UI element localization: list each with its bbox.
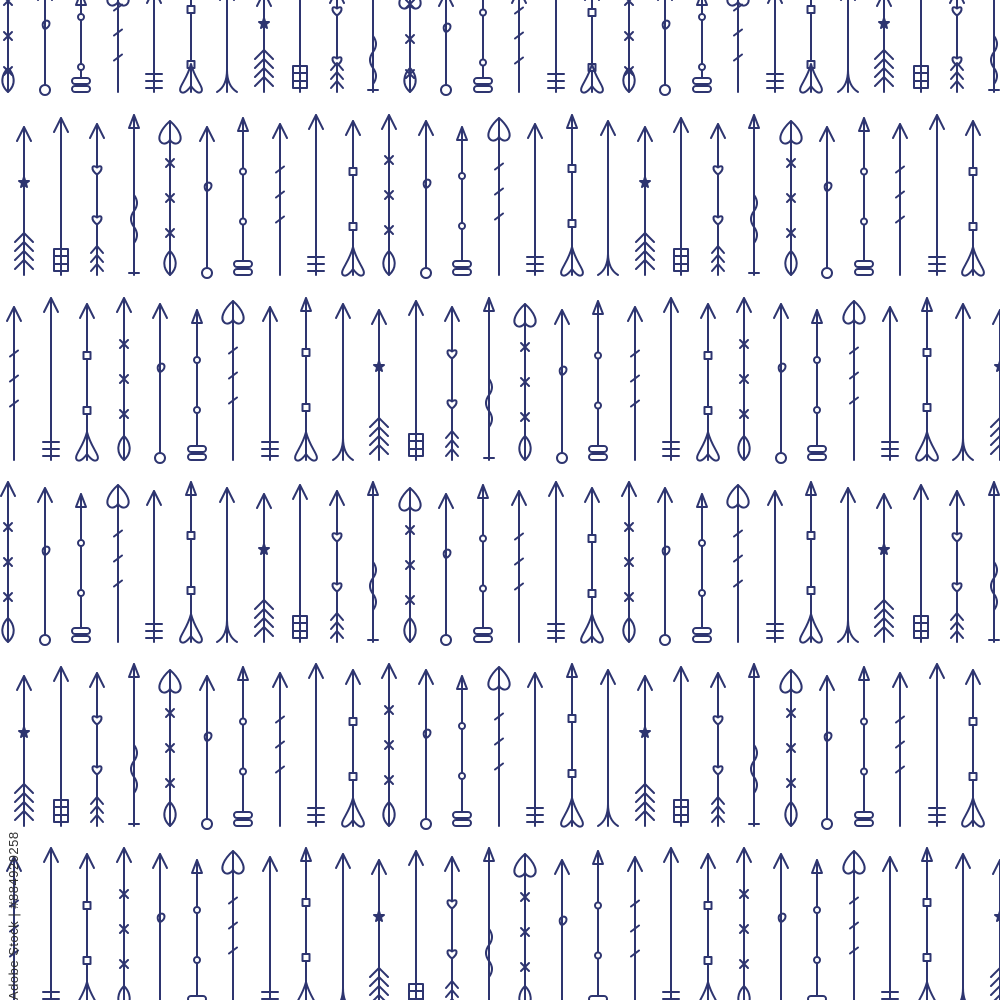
arrow-icon bbox=[914, 485, 928, 642]
arrow-icon bbox=[72, 494, 90, 642]
arrow-icon bbox=[370, 310, 388, 460]
arrow-icon bbox=[308, 664, 324, 826]
arrow-icon bbox=[916, 848, 938, 1000]
arrow-icon bbox=[333, 854, 353, 1000]
arrow-icon bbox=[146, 491, 162, 642]
arrow-icon bbox=[628, 307, 642, 460]
arrow-icon bbox=[262, 307, 278, 460]
arrow-icon bbox=[882, 307, 898, 460]
arrow-icon bbox=[200, 127, 214, 278]
arrow-icon bbox=[548, 0, 564, 92]
arrow-icon bbox=[820, 676, 834, 829]
arrow-icon bbox=[234, 667, 252, 826]
arrow-icon bbox=[843, 301, 864, 460]
arrow-icon bbox=[674, 118, 688, 275]
arrow-icon bbox=[180, 0, 202, 93]
arrow-icon bbox=[54, 118, 68, 275]
arrow-icon bbox=[382, 664, 396, 826]
arrow-icon bbox=[800, 0, 822, 93]
arrow-icon bbox=[188, 310, 206, 460]
arrow-icon bbox=[273, 124, 287, 275]
arrow-icon bbox=[488, 667, 509, 826]
arrow-icon bbox=[711, 124, 725, 275]
arrow-icon bbox=[90, 673, 104, 826]
arrow-icon bbox=[893, 673, 907, 826]
arrow-icon bbox=[693, 494, 711, 642]
arrow-icon bbox=[399, 0, 420, 92]
arrow-icon bbox=[488, 118, 509, 275]
arrow-icon bbox=[581, 488, 603, 643]
arrow-icon bbox=[153, 304, 167, 463]
arrow-icon bbox=[780, 670, 801, 826]
arrow-icon bbox=[737, 848, 751, 1000]
arrow-icon bbox=[76, 854, 98, 1000]
arrow-icon bbox=[439, 0, 453, 95]
arrow-icon bbox=[234, 118, 252, 275]
arrow-icon bbox=[622, 482, 636, 642]
arrow-pattern-strokes bbox=[1, 0, 1000, 1000]
arrow-icon bbox=[991, 310, 1000, 460]
arrow-icon bbox=[589, 301, 607, 460]
arrow-icon bbox=[72, 0, 90, 92]
arrow-icon bbox=[368, 0, 378, 92]
arrow-icon bbox=[153, 854, 167, 1000]
stock-id-watermark: Adobe Stock | #884929258 bbox=[6, 831, 21, 1000]
arrow-icon bbox=[800, 482, 822, 643]
arrow-icon bbox=[117, 848, 131, 1000]
arrow-icon bbox=[295, 848, 317, 1000]
arrow-icon bbox=[382, 115, 396, 275]
arrow-icon bbox=[217, 0, 237, 92]
arrow-icon bbox=[658, 0, 672, 95]
arrow-icon bbox=[693, 0, 711, 92]
arrow-icon bbox=[674, 667, 688, 826]
arrow-icon bbox=[43, 848, 59, 1000]
arrow-icon bbox=[453, 676, 471, 826]
arrow-icon bbox=[188, 860, 206, 1000]
arrow-icon bbox=[929, 115, 945, 275]
arrow-icon bbox=[697, 854, 719, 1000]
arrow-icon bbox=[159, 121, 180, 275]
arrow-icon bbox=[950, 0, 964, 92]
arrow-icon bbox=[820, 127, 834, 278]
arrow-icon bbox=[129, 664, 139, 826]
arrow-icon bbox=[295, 298, 317, 461]
arrow-icon bbox=[838, 0, 858, 92]
arrow-icon bbox=[628, 857, 642, 1000]
arrow-icon bbox=[15, 676, 33, 826]
arrow-icon bbox=[697, 304, 719, 461]
arrow-icon bbox=[711, 673, 725, 826]
arrow-icon bbox=[1, 482, 15, 642]
arrow-icon bbox=[107, 0, 128, 92]
arrow-icon bbox=[255, 0, 273, 92]
arrow-icon bbox=[548, 482, 564, 642]
arrow-icon bbox=[342, 121, 364, 276]
arrow-icon bbox=[342, 670, 364, 827]
arrow-icon bbox=[38, 488, 52, 645]
arrow-icon bbox=[273, 673, 287, 826]
arrow-icon bbox=[774, 304, 788, 463]
arrow-icon bbox=[484, 848, 494, 1000]
arrow-icon bbox=[527, 673, 543, 826]
arrow-icon bbox=[107, 485, 128, 642]
arrow-icon bbox=[663, 848, 679, 1000]
arrow-icon bbox=[991, 860, 1000, 1000]
arrow-icon bbox=[330, 491, 344, 642]
arrow-icon bbox=[15, 127, 33, 275]
arrow-icon bbox=[808, 860, 826, 1000]
arrow-icon bbox=[989, 482, 999, 642]
arrow-icon bbox=[419, 670, 433, 829]
arrow-icon bbox=[43, 298, 59, 460]
arrow-icon bbox=[658, 488, 672, 645]
arrow-icon bbox=[598, 121, 618, 275]
arrow-icon bbox=[749, 664, 759, 826]
arrow-icon bbox=[439, 494, 453, 645]
arrow-icon bbox=[222, 851, 243, 1000]
arrow-icon bbox=[512, 0, 526, 92]
arrow-icon bbox=[474, 485, 492, 642]
arrow-icon bbox=[38, 0, 52, 95]
arrow-icon bbox=[129, 115, 139, 275]
arrow-icon bbox=[1, 0, 15, 92]
arrow-icon bbox=[419, 121, 433, 278]
arrow-icon bbox=[843, 851, 864, 1000]
arrow-icon bbox=[76, 304, 98, 461]
arrow-icon bbox=[527, 124, 543, 275]
arrow-icon bbox=[54, 667, 68, 826]
arrow-icon bbox=[445, 307, 459, 460]
arrow-icon bbox=[514, 854, 535, 1000]
arrow-icon bbox=[308, 115, 324, 275]
arrow-icon bbox=[636, 127, 654, 275]
arrow-icon bbox=[514, 304, 535, 460]
arrow-icon bbox=[893, 124, 907, 275]
arrow-icon bbox=[561, 664, 583, 827]
arrow-icon bbox=[914, 0, 928, 92]
arrow-icon bbox=[962, 121, 984, 276]
arrow-icon bbox=[581, 0, 603, 93]
arrow-icon bbox=[929, 664, 945, 826]
arrow-icon bbox=[589, 851, 607, 1000]
arrow-icon bbox=[368, 482, 378, 642]
arrow-icon bbox=[838, 488, 858, 642]
arrow-icon bbox=[727, 485, 748, 642]
arrow-icon bbox=[7, 307, 21, 460]
arrow-icon bbox=[217, 488, 237, 642]
arrow-icon bbox=[255, 494, 273, 642]
arrow-icon bbox=[159, 670, 180, 826]
arrow-icon bbox=[875, 0, 893, 92]
arrow-icon bbox=[90, 124, 104, 275]
arrow-icon bbox=[855, 118, 873, 275]
arrow-icon bbox=[445, 857, 459, 1000]
arrow-icon bbox=[555, 310, 569, 463]
arrow-icon bbox=[370, 860, 388, 1000]
arrow-icon bbox=[953, 854, 973, 1000]
arrow-icon bbox=[293, 485, 307, 642]
arrow-icon bbox=[950, 491, 964, 642]
arrow-icon bbox=[767, 491, 783, 642]
arrow-icon bbox=[663, 298, 679, 460]
arrow-icon bbox=[622, 0, 636, 92]
arrow-icon bbox=[989, 0, 999, 92]
arrow-icon bbox=[200, 676, 214, 829]
arrow-icon bbox=[636, 676, 654, 826]
arrow-icon bbox=[882, 857, 898, 1000]
arrow-icon bbox=[875, 494, 893, 642]
arrow-icon bbox=[767, 0, 783, 92]
arrow-icon bbox=[953, 304, 973, 460]
arrow-icon bbox=[962, 670, 984, 827]
arrow-icon bbox=[484, 298, 494, 460]
arrow-icon bbox=[780, 121, 801, 275]
arrow-icon bbox=[561, 115, 583, 276]
arrow-icon bbox=[409, 851, 423, 1000]
arrow-icon bbox=[399, 488, 420, 642]
arrow-icon bbox=[855, 667, 873, 826]
arrow-icon bbox=[555, 860, 569, 1000]
arrow-icon bbox=[409, 301, 423, 460]
arrow-icon bbox=[774, 854, 788, 1000]
arrow-icon bbox=[222, 301, 243, 460]
arrow-icon bbox=[262, 857, 278, 1000]
arrow-icon bbox=[749, 115, 759, 275]
arrow-icon bbox=[737, 298, 751, 460]
arrow-icon bbox=[512, 491, 526, 642]
arrow-icon bbox=[117, 298, 131, 460]
arrow-icon bbox=[146, 0, 162, 92]
arrow-icon bbox=[598, 670, 618, 826]
arrow-icon bbox=[474, 0, 492, 92]
arrow-icon bbox=[330, 0, 344, 92]
arrow-icon bbox=[293, 0, 307, 92]
arrow-icon bbox=[333, 304, 353, 460]
arrow-icon bbox=[916, 298, 938, 461]
arrow-icon bbox=[727, 0, 748, 92]
arrow-icon bbox=[180, 482, 202, 643]
arrow-icon bbox=[808, 310, 826, 460]
arrow-icon bbox=[453, 127, 471, 275]
